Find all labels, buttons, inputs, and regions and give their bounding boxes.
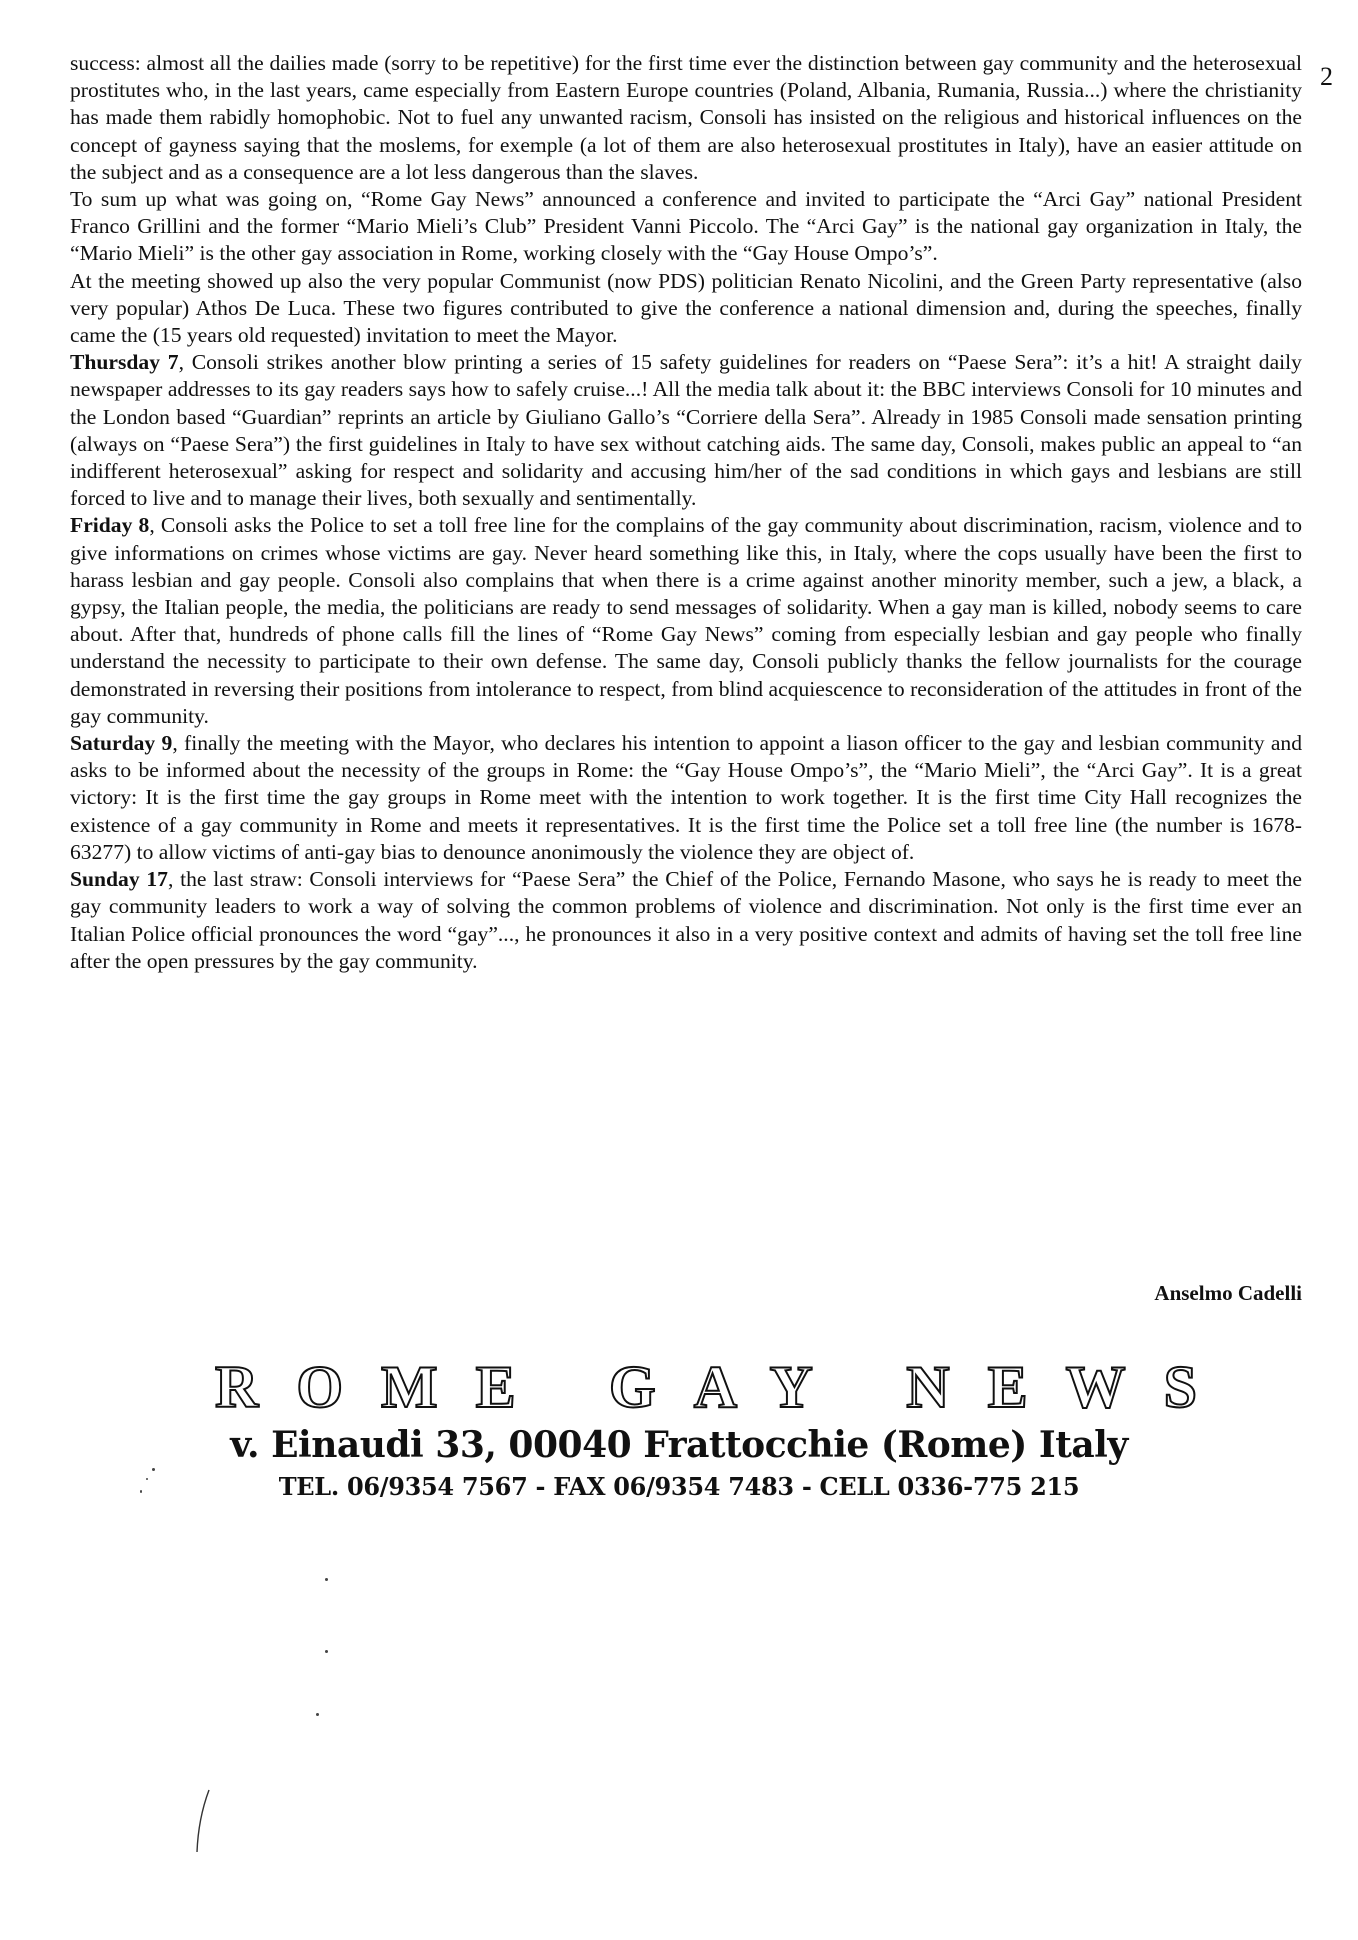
masthead-word: ROME bbox=[215, 1354, 554, 1420]
paragraph-text: , Consoli asks the Police to set a toll free line for the complains of the gay community about discrimination, racism, violence and to give informations on crimes whose victims are gay. Never heard something like this, in Italy, where the cops usually have been the first to harass lesbian and gay people. Consoli also complains that when there is a crime against another minority member, such a jew, a black, a gypsy, the Italian people, the media, the politicians are ready to send messages of solidarity. When a gay man is killed, nobody seems to care about. After that, hundreds of phone calls fill the lines of “Rome Gay News” coming from especially lesbian and gay people who finally understand the necessity to participate to their own defense. The same day, Consoli publicly thanks the fellow journalists for the courage demonstrated in reversing their positions from intolerance to respect, from blind acquiescence to reconsideration of the attitudes in front of the gay community. bbox=[70, 513, 1303, 728]
scan-speck bbox=[325, 1578, 328, 1581]
paragraph-text: , finally the meeting with the Mayor, who declares his intention to appoint a liason officer to the gay and lesbian community and asks to be informed about the necessity of the groups in Rome: the “Gay House Ompo’s”, the “Mario Mieli”, the “Arci Gay”. It is a great victory: It is the first time the gay groups in Rome meet with the intention to work together. It is the first time City Hall recognizes the existence of a gay community in Rome and meets it representatives. It is the first time the Police set a toll free line (the number is 1678-63277) to allow victims of anti-gay bias to denounce anonimously the violence they are object of. bbox=[70, 731, 1303, 864]
address-line: v. Einaudi 33, 00040 Frattocchie (Rome) Italy bbox=[230, 1424, 1128, 1466]
paragraph-text: To sum up what was going on, “Rome Gay News” announced a conference and invited to participate the “Arci Gay” national President Franco Grillini and the former “Mario Mieli’s Club” President Vanni Piccolo. The “Arci Gay” is the national gay organization in Italy, the “Mario Mieli” is the other gay association in Rome, working closely with the “Gay House Ompo’s”. bbox=[70, 187, 1302, 266]
paragraph-lead: Thursday 7 bbox=[70, 350, 179, 375]
scan-speck bbox=[140, 1490, 142, 1493]
paragraph-lead: Saturday 9 bbox=[70, 731, 173, 756]
paragraph-text: , Consoli strikes another blow printing a series of 15 safety guidelines for readers on “Paese Sera”: it’s a hit! A straight daily newspaper addresses to its gay readers says how to safely cruise...! All the media talk about it: the BBC interviews Consoli for 10 minutes and the London based “Guardian” reprints an article by Giuliano Gallo’s “Corriere della Sera”. Already in 1985 Consoli made sensation printing (always on “Paese Sera”) the first guidelines in Italy to have sex without catching aids. The same day, Consoli, makes public an appeal to “an indifferent heterosexual” asking for respect and solidarity and accusing him/her of the sad conditions in which gays and lesbians are still forced to live and to manage their lives, both sexually and sentimentally. bbox=[70, 350, 1302, 511]
article-body bbox=[70, 50, 1302, 975]
paragraph-text: , the last straw: Consoli interviews for “Paese Sera” the Chief of the Police, Fernando Masone, who says he is ready to meet the gay community leaders to work a way of solving the common problems of violence and discrimination. Not only is the first time ever an Italian Police official pronounces the word “gay”..., he pronounces it also in a very positive context and admits of having set the toll free line after the open pressures by the gay community. bbox=[70, 867, 1303, 973]
paragraph bbox=[70, 50, 1302, 186]
masthead-word: GAY bbox=[609, 1354, 851, 1420]
paragraph-text: At the meeting showed up also the very popular Communist (now PDS) politician Renato Nicolini, and the Green Party representative (also very popular) Athos De Luca. These two figures contributed to give the conference a national dimension and, during the speeches, finally came the (15 years old requested) invitation to meet the Mayor. bbox=[70, 268, 1302, 348]
paragraph bbox=[70, 866, 1302, 975]
paragraph bbox=[70, 512, 1302, 730]
stray-pen-mark bbox=[195, 1788, 211, 1854]
scan-speck bbox=[325, 1650, 328, 1653]
page-number: 2 bbox=[1320, 62, 1333, 91]
paragraph bbox=[70, 268, 1302, 350]
masthead-title bbox=[215, 1355, 1235, 1419]
paragraph bbox=[70, 349, 1302, 512]
paragraph bbox=[70, 186, 1302, 268]
scan-speck bbox=[152, 1468, 155, 1471]
scan-speck bbox=[316, 1713, 319, 1716]
author-signature: Anselmo Cadelli bbox=[1154, 1281, 1302, 1305]
paragraph-lead: Sunday 17 bbox=[70, 867, 168, 892]
masthead-word: NEWS bbox=[906, 1354, 1235, 1420]
paragraph-lead: Friday 8 bbox=[70, 513, 150, 538]
contact-line: TEL. 06/9354 7567 - FAX 06/9354 7483 - CELL 0336-775 215 bbox=[278, 1472, 1080, 1501]
paragraph-text: success: almost all the dailies made (sorry to be repetitive) for the first time ever the distinction between gay community and the heterosexual prostitutes who, in the last years, came especially from Eastern Europe countries (Poland, Albania, Rumania, Russia...) where the christianity has made them rabidly homophobic. Not to fuel any unwanted racism, Consoli has insisted on the religious and historical influences on the concept of gayness saying that the moslems, for exemple (a lot of them are also heterosexual prostitutes in Italy), have an easier attitude on the subject and as a consequence are a lot less dangerous than the slaves. bbox=[70, 51, 1302, 184]
paragraph bbox=[70, 730, 1302, 866]
scan-speck bbox=[146, 1478, 148, 1480]
